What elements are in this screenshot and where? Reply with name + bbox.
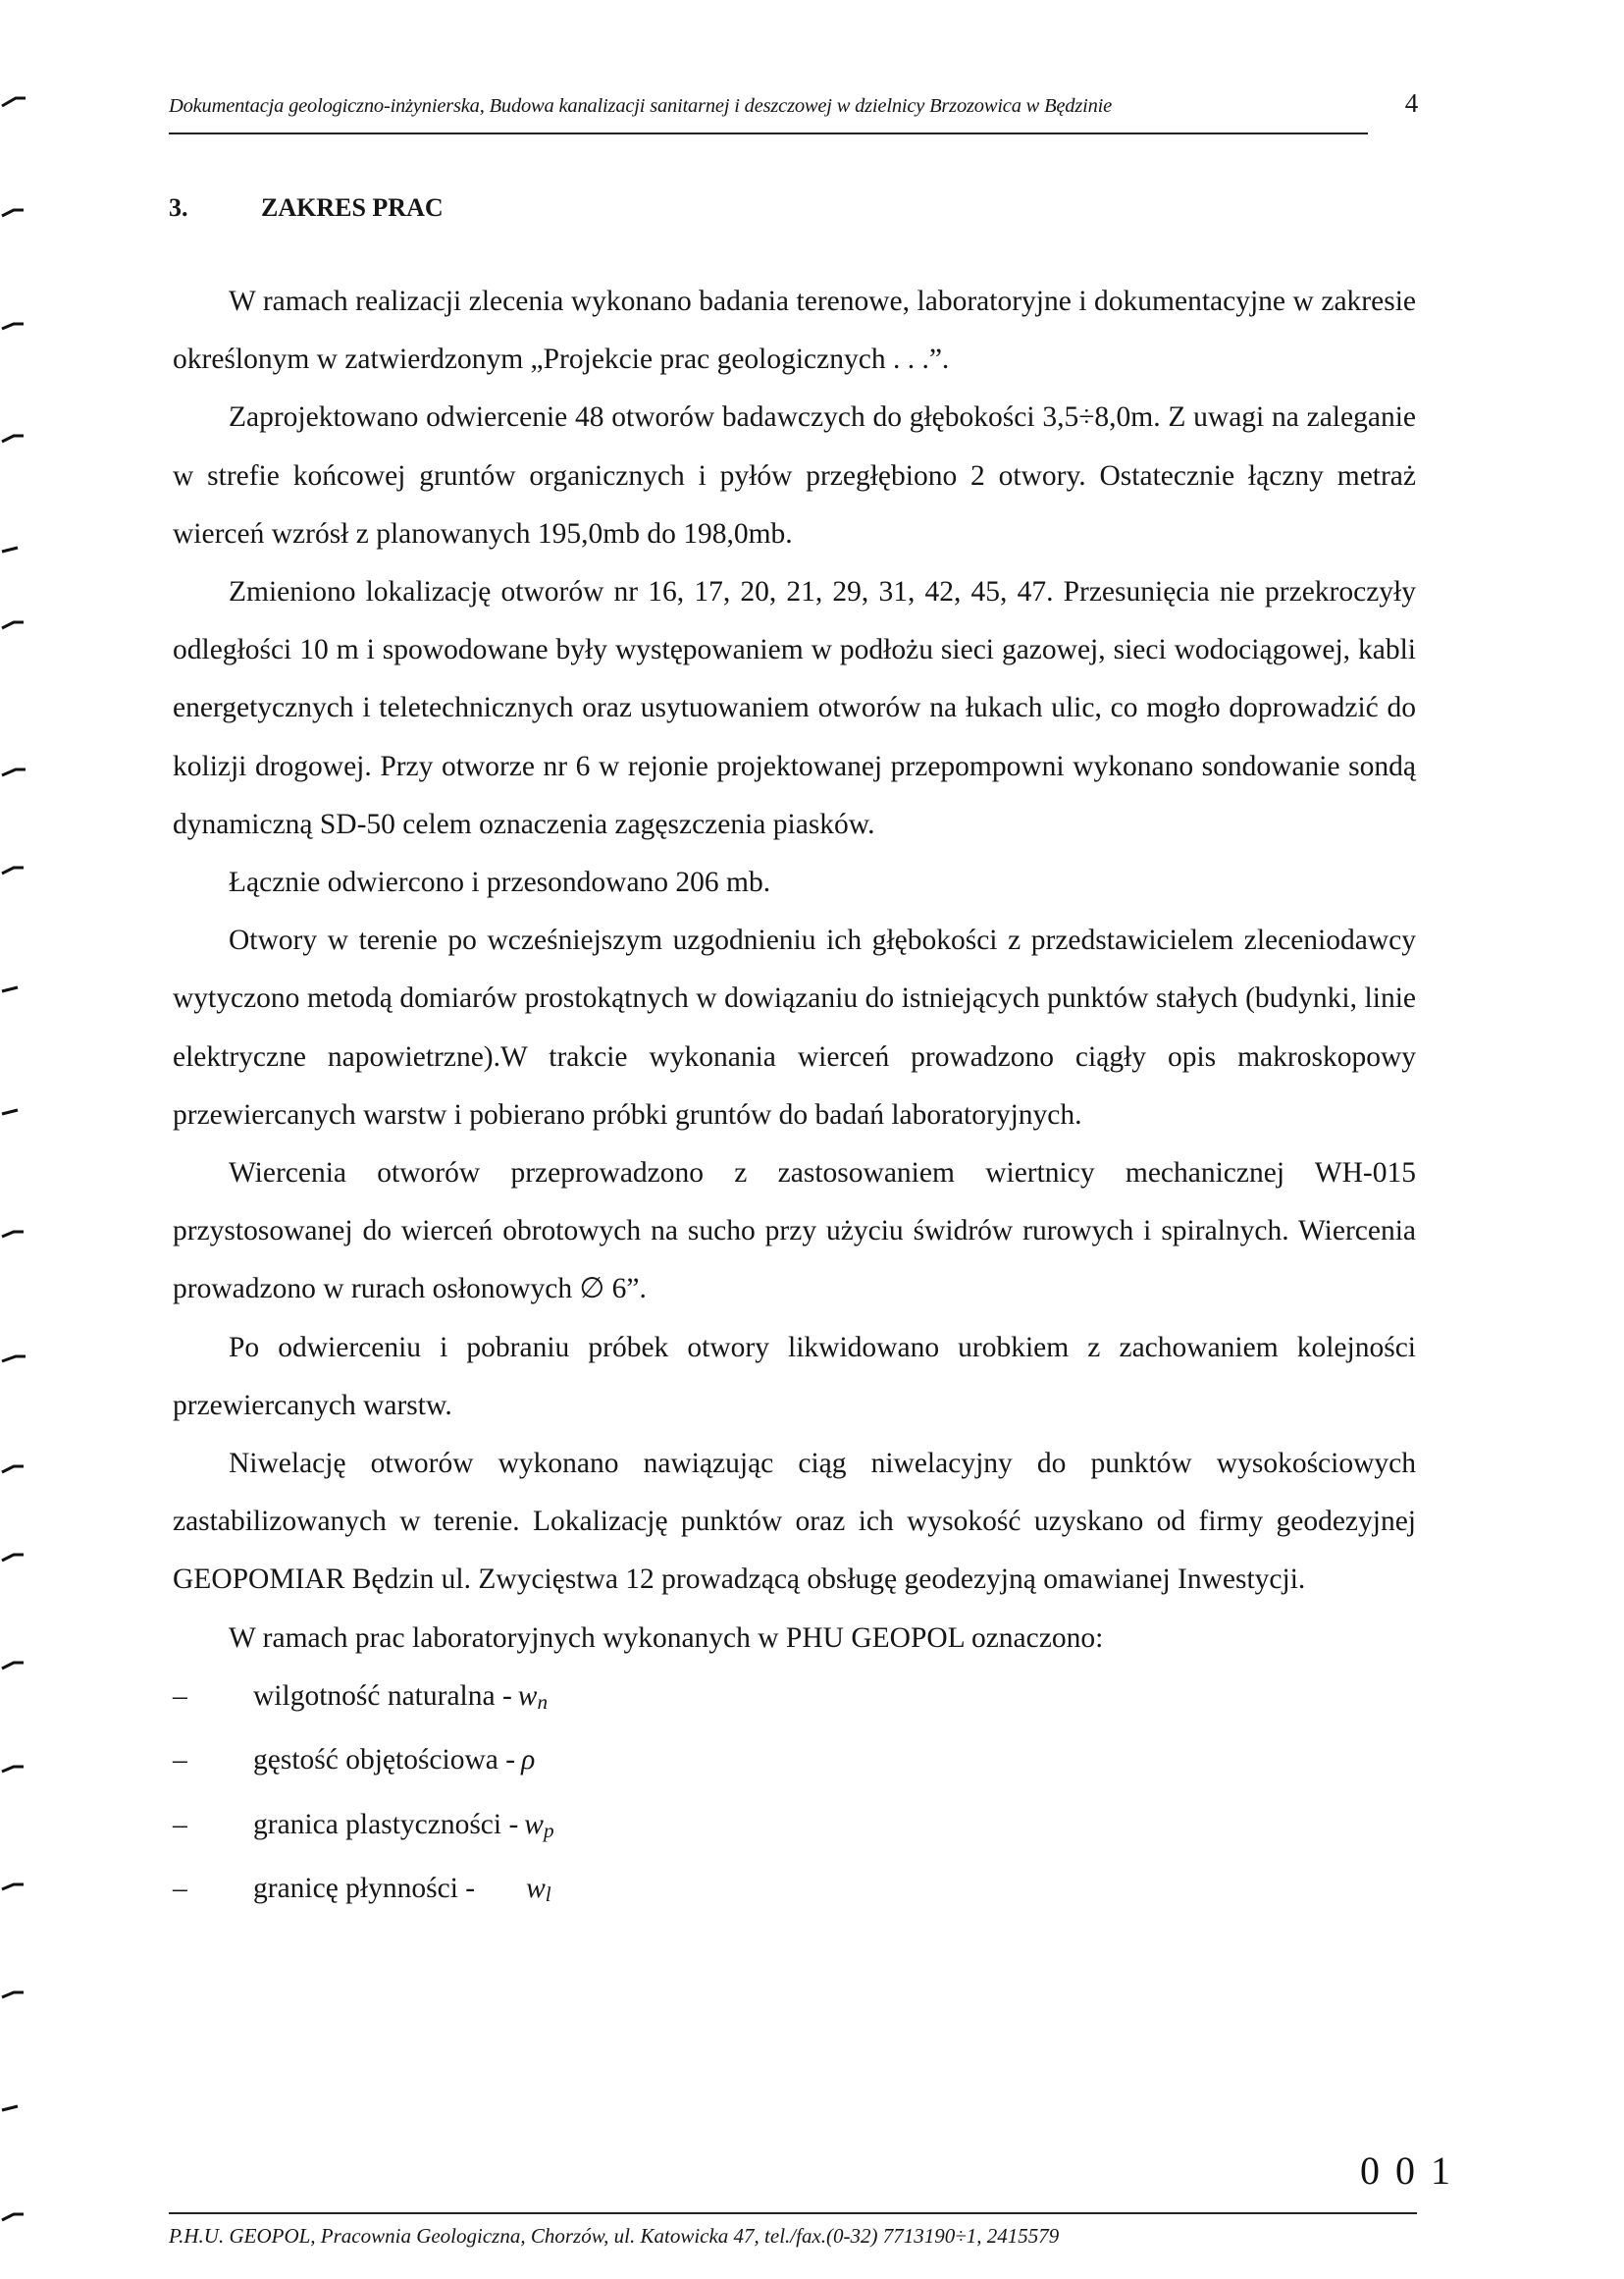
list-item-symbol: w bbox=[526, 1873, 546, 1905]
lab-tests-list bbox=[173, 1668, 1416, 1925]
list-item-subscript: l bbox=[545, 1882, 551, 1907]
paragraph: W ramach prac laboratoryjnych wykonanych w PHU GEOPOL oznaczono: bbox=[229, 1621, 1104, 1654]
list-item-label: gęstość objętościowa - bbox=[253, 1744, 516, 1776]
list-item bbox=[173, 1668, 1416, 1731]
section-heading bbox=[169, 193, 444, 223]
section-number: 3. bbox=[169, 193, 188, 222]
list-item-symbol: w bbox=[517, 1679, 538, 1712]
list-item-label: granicę płynności - bbox=[253, 1873, 476, 1905]
list-dash: – bbox=[173, 1744, 187, 1776]
paragraph: Zaprojektowano odwiercenie 48 otworów badawczych do głębokości 3,5÷8,0m. Z uwagi na zaleganie w strefie końcowej gruntów organicznych i pyłów przegłębiono 2 otwory. Ostatecznie łączny metraż wierceń wzrósł z planowanych 195,0mb do 198,0mb. bbox=[173, 401, 1416, 550]
binding-marks bbox=[0, 0, 39, 2279]
page-stamp: 0 0 1 bbox=[1360, 2148, 1453, 2193]
list-item-subscript: p bbox=[543, 1818, 554, 1842]
list-item-label: granica plastyczności - bbox=[253, 1808, 519, 1840]
header-title: Dokumentacja geologiczno-inżynierska, Budowa kanalizacji sanitarnej i deszczowej w dzielnicy Brzozowica w Będzinie bbox=[169, 95, 1113, 117]
paragraph: W ramach realizacji zlecenia wykonano badania terenowe, laboratoryjne i dokumentacyjne w zakresie określonym w zatwierdzonym „Projekcie prac geologicznych . . .”. bbox=[173, 286, 1416, 376]
paragraph: Otwory w terenie po wcześniejszym uzgodnieniu ich głębokości z przedstawicielem zleceniodawcy wytyczono metodą domiarów prostokątnych w dowiązaniu do istniejących punktów stałych (budynki, linie elektryczne napowietrzne).W trakcie wykonania wierceń prowadzono ciągły opis makroskopowy przewiercanych warstw i pobierano próbki gruntów do badań laboratoryjnych. bbox=[173, 925, 1416, 1131]
paragraph: Niwelację otworów wykonano nawiązując ciąg niwelacyjny do punktów wysokościowych zastabilizowanych w terenie. Lokalizację punktów oraz ich wysokość uzyskano od firmy geodezyjnej GEOPOMIAR Będzin ul. Zwycięstwa 12 prowadzącą obsługę geodezyjną omawianej Inwestycji. bbox=[173, 1448, 1416, 1596]
page-footer: P.H.U. GEOPOL, Pracownia Geologiczna, Chorzów, ul. Katowicka 47, tel./fax.(0-32) 7713190÷1, 2415579 bbox=[169, 2224, 1060, 2248]
footer-rule bbox=[169, 2212, 1417, 2214]
list-item bbox=[173, 1796, 1416, 1860]
paragraph: Zmieniono lokalizację otworów nr 16, 17, 20, 21, 29, 31, 42, 45, 47. Przesunięcia nie przekroczyły odległości 10 m i spowodowane były występowaniem w podłożu sieci gazowej, sieci wodociągowej, kabli energetycznych i teletechnicznych oraz usytuowaniem otworów na łukach ulic, co mogło doprowadzić do kolizji drogowej. Przy otworze nr 6 w rejonie projektowanej przepompowni wykonano sondowanie sondą dynamiczną SD-50 celem oznaczenia zagęszczenia piasków. bbox=[173, 576, 1416, 840]
header-rule bbox=[169, 132, 1368, 134]
list-item-symbol: w bbox=[524, 1808, 544, 1840]
list-dash: – bbox=[173, 1679, 187, 1712]
section-title: ZAKRES PRAC bbox=[261, 193, 444, 222]
list-item-symbol: ρ bbox=[521, 1744, 536, 1776]
paragraph: Po odwierceniu i pobraniu próbek otwory likwidowano urobkiem z zachowaniem kolejności przewiercanych warstw. bbox=[173, 1331, 1416, 1421]
list-dash: – bbox=[173, 1873, 187, 1905]
paragraph: Łącznie odwiercono i przesondowano 206 mb. bbox=[229, 867, 771, 899]
list-item-subscript: n bbox=[537, 1690, 549, 1715]
page-number: 4 bbox=[1404, 88, 1418, 118]
list-item bbox=[173, 1860, 1416, 1924]
paragraph: Wiercenia otworów przeprowadzono z zastosowaniem wiertnicy mechanicznej WH-015 przystosowanej do wierceń obrotowych na sucho przy użyciu świdrów rurowych i spiralnych. Wiercenia prowadzono w rurach osłonowych ∅ 6”. bbox=[173, 1157, 1416, 1305]
page-header bbox=[169, 88, 1418, 119]
list-item-label: wilgotność naturalna - bbox=[253, 1679, 512, 1712]
body-text bbox=[173, 273, 1416, 1925]
list-dash: – bbox=[173, 1808, 187, 1840]
list-item bbox=[173, 1731, 1416, 1795]
